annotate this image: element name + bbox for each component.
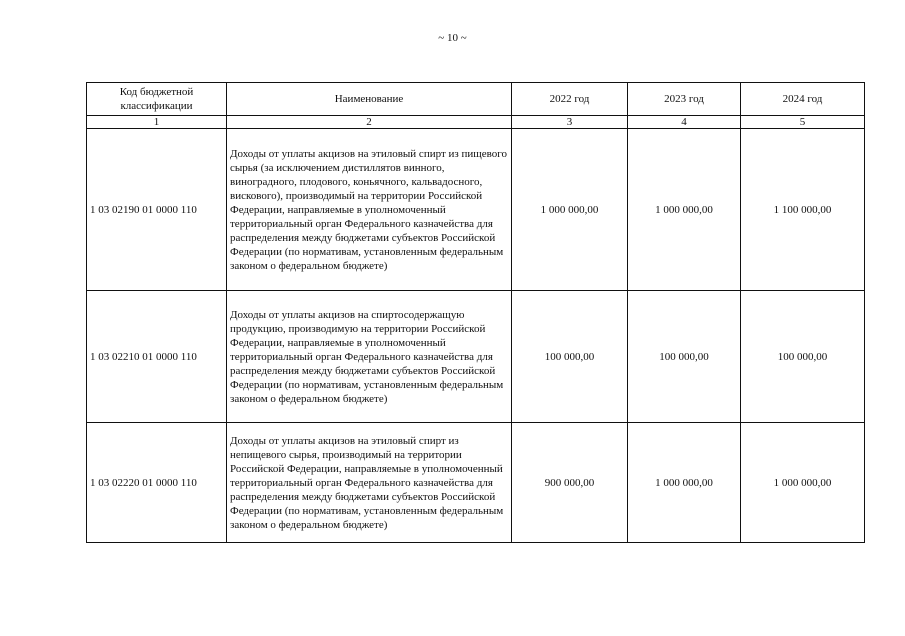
- column-number-3: 3: [512, 116, 628, 129]
- page-number: ~ 10 ~: [438, 32, 467, 44]
- budget-code-cell: 1 03 02210 01 0000 110: [87, 291, 227, 423]
- header-year-2024: 2024 год: [741, 83, 865, 116]
- column-number-row: [87, 116, 865, 129]
- amount-2024-cell: 1 100 000,00: [741, 129, 865, 291]
- budget-table: [86, 82, 865, 543]
- table-row: [87, 423, 865, 543]
- column-number-2: 2: [227, 116, 512, 129]
- budget-code-cell: 1 03 02190 01 0000 110: [87, 129, 227, 291]
- table-row: [87, 129, 865, 291]
- income-name-cell: Доходы от уплаты акцизов на этиловый спирт из пищевого сырья (за исключением дистиллятов винного, виноградного, плодового, коньячного, кальвадосного, вискового), производимый на территории Российской Федерации, направляемые в уполномоченный территориальный орган Федерального казначейства для распределения между бюджетами субъектов Российской Федерации (по нормативам, установленным федеральным законом о федеральном бюджете): [227, 129, 512, 291]
- column-number-4: 4: [628, 116, 741, 129]
- amount-2024-cell: 1 000 000,00: [741, 423, 865, 543]
- header-budget-code: Код бюджетной классификации: [87, 83, 227, 116]
- table-row: [87, 291, 865, 423]
- header-name: Наименование: [227, 83, 512, 116]
- income-name-cell: Доходы от уплаты акцизов на этиловый спирт из непищевого сырья, производимый на территории Российской Федерации, направляемые в уполномоченный территориальный орган Федерального казначейства для распределения между бюджетами субъектов Российской Федерации (по нормативам, установленным федеральным законом о федеральном бюджете): [227, 423, 512, 543]
- column-number-5: 5: [741, 116, 865, 129]
- amount-2022-cell: 900 000,00: [512, 423, 628, 543]
- header-year-2022: 2022 год: [512, 83, 628, 116]
- amount-2022-cell: 1 000 000,00: [512, 129, 628, 291]
- amount-2023-cell: 1 000 000,00: [628, 129, 741, 291]
- income-name-cell: Доходы от уплаты акцизов на спиртосодержащую продукцию, производимую на территории Российской Федерации, направляемые в уполномоченный территориальный орган Федерального казначейства для распределения между бюджетами субъектов Российской Федерации (по нормативам, установленным федеральным законом о федеральном бюджете): [227, 291, 512, 423]
- amount-2023-cell: 1 000 000,00: [628, 423, 741, 543]
- header-year-2023: 2023 год: [628, 83, 741, 116]
- column-number-1: 1: [87, 116, 227, 129]
- amount-2022-cell: 100 000,00: [512, 291, 628, 423]
- table-header-row: [87, 83, 865, 116]
- budget-code-cell: 1 03 02220 01 0000 110: [87, 423, 227, 543]
- amount-2023-cell: 100 000,00: [628, 291, 741, 423]
- amount-2024-cell: 100 000,00: [741, 291, 865, 423]
